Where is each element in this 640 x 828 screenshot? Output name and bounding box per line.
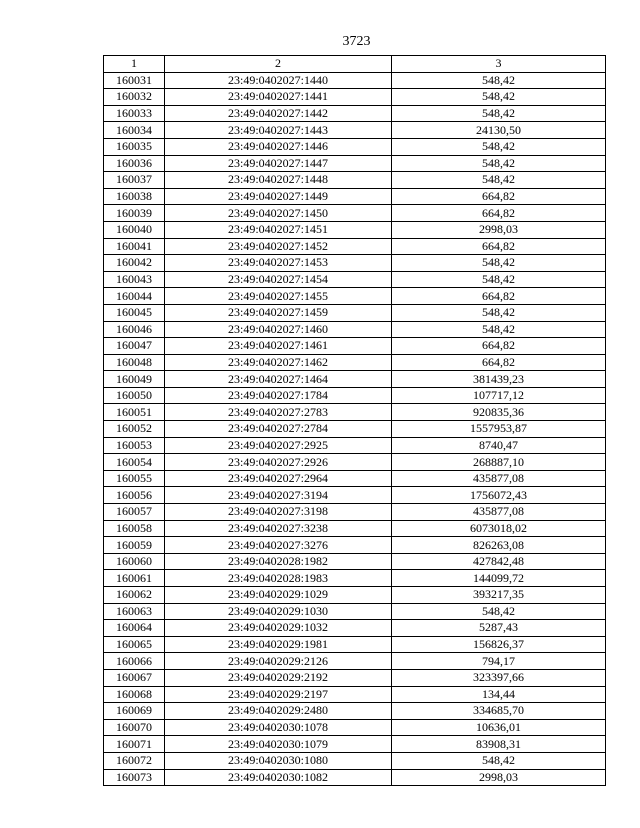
row-number-cell: 160045 (104, 304, 165, 321)
cadastral-number-cell: 23:49:0402029:1029 (165, 587, 392, 604)
cadastral-number-cell: 23:49:0402030:1080 (165, 752, 392, 769)
row-number-cell: 160050 (104, 387, 165, 404)
table-row (104, 89, 606, 106)
cadastral-number-cell: 23:49:0402029:1032 (165, 620, 392, 637)
table-row (104, 188, 606, 205)
value-cell: 1756072,43 (392, 487, 606, 504)
row-number-cell: 160037 (104, 172, 165, 189)
table-row (104, 255, 606, 272)
table-row (104, 72, 606, 89)
cadastral-number-cell: 23:49:0402029:2126 (165, 653, 392, 670)
table-row (104, 338, 606, 355)
value-cell: 2998,03 (392, 221, 606, 238)
cadastral-number-cell: 23:49:0402030:1078 (165, 719, 392, 736)
value-cell: 664,82 (392, 238, 606, 255)
row-number-cell: 160041 (104, 238, 165, 255)
value-cell: 548,42 (392, 271, 606, 288)
table-row (104, 354, 606, 371)
row-number-cell: 160070 (104, 719, 165, 736)
table-row (104, 487, 606, 504)
cadastral-number-cell: 23:49:0402027:1451 (165, 221, 392, 238)
row-number-cell: 160069 (104, 703, 165, 720)
row-number-cell: 160073 (104, 769, 165, 786)
row-number-cell: 160031 (104, 72, 165, 89)
value-cell: 435877,08 (392, 504, 606, 521)
row-number-cell: 160062 (104, 587, 165, 604)
table-row (104, 221, 606, 238)
row-number-cell: 160054 (104, 454, 165, 471)
row-number-cell: 160043 (104, 271, 165, 288)
table-row (104, 172, 606, 189)
table-row (104, 719, 606, 736)
table-row (104, 636, 606, 653)
table-row (104, 304, 606, 321)
cadastral-number-cell: 23:49:0402029:2480 (165, 703, 392, 720)
table-row (104, 387, 606, 404)
cadastral-number-cell: 23:49:0402027:1450 (165, 205, 392, 222)
value-cell: 664,82 (392, 188, 606, 205)
value-cell: 548,42 (392, 72, 606, 89)
value-cell: 334685,70 (392, 703, 606, 720)
row-number-cell: 160057 (104, 504, 165, 521)
row-number-cell: 160068 (104, 686, 165, 703)
table-row (104, 105, 606, 122)
table-header-row (104, 56, 606, 73)
row-number-cell: 160072 (104, 752, 165, 769)
value-cell: 664,82 (392, 205, 606, 222)
cadastral-number-cell: 23:49:0402027:1454 (165, 271, 392, 288)
value-cell: 920835,36 (392, 404, 606, 421)
cadastral-number-cell: 23:49:0402029:1030 (165, 603, 392, 620)
value-cell: 393217,35 (392, 587, 606, 604)
row-number-cell: 160058 (104, 520, 165, 537)
row-number-cell: 160059 (104, 537, 165, 554)
table-row (104, 537, 606, 554)
value-cell: 548,42 (392, 105, 606, 122)
cadastral-number-cell: 23:49:0402027:1455 (165, 288, 392, 305)
row-number-cell: 160051 (104, 404, 165, 421)
cadastral-number-cell: 23:49:0402027:1461 (165, 338, 392, 355)
table-row (104, 205, 606, 222)
value-cell: 548,42 (392, 603, 606, 620)
cadastral-number-cell: 23:49:0402027:3276 (165, 537, 392, 554)
table-row (104, 321, 606, 338)
value-cell: 435877,08 (392, 470, 606, 487)
row-number-cell: 160049 (104, 371, 165, 388)
cadastral-number-cell: 23:49:0402027:2925 (165, 437, 392, 454)
value-cell: 83908,31 (392, 736, 606, 753)
value-cell: 156826,37 (392, 636, 606, 653)
table-row (104, 736, 606, 753)
row-number-cell: 160036 (104, 155, 165, 172)
cadastral-number-cell: 23:49:0402027:1464 (165, 371, 392, 388)
value-cell: 826263,08 (392, 537, 606, 554)
row-number-cell: 160064 (104, 620, 165, 637)
value-cell: 794,17 (392, 653, 606, 670)
cadastral-number-cell: 23:49:0402027:3198 (165, 504, 392, 521)
value-cell: 548,42 (392, 752, 606, 769)
cadastral-number-cell: 23:49:0402027:1441 (165, 89, 392, 106)
table-row (104, 553, 606, 570)
value-cell: 6073018,02 (392, 520, 606, 537)
cadastral-number-cell: 23:49:0402027:3194 (165, 487, 392, 504)
value-cell: 664,82 (392, 354, 606, 371)
value-cell: 548,42 (392, 255, 606, 272)
cadastral-number-cell: 23:49:0402027:2784 (165, 421, 392, 438)
row-number-cell: 160052 (104, 421, 165, 438)
table-row (104, 752, 606, 769)
table-row (104, 421, 606, 438)
value-cell: 268887,10 (392, 454, 606, 471)
row-number-cell: 160061 (104, 570, 165, 587)
value-cell: 664,82 (392, 338, 606, 355)
cadastral-number-cell: 23:49:0402027:2783 (165, 404, 392, 421)
table-row (104, 238, 606, 255)
value-cell: 548,42 (392, 138, 606, 155)
table-row (104, 271, 606, 288)
row-number-cell: 160042 (104, 255, 165, 272)
cadastral-number-cell: 23:49:0402027:2964 (165, 470, 392, 487)
table-row (104, 603, 606, 620)
row-number-cell: 160040 (104, 221, 165, 238)
table-row (104, 686, 606, 703)
value-cell: 427842,48 (392, 553, 606, 570)
column-header-2: 2 (165, 56, 392, 73)
table-row (104, 371, 606, 388)
table-row (104, 122, 606, 139)
cadastral-number-cell: 23:49:0402027:1460 (165, 321, 392, 338)
table-row (104, 504, 606, 521)
value-cell: 1557953,87 (392, 421, 606, 438)
cadastral-number-cell: 23:49:0402029:2197 (165, 686, 392, 703)
row-number-cell: 160044 (104, 288, 165, 305)
value-cell: 548,42 (392, 321, 606, 338)
data-table (103, 55, 606, 786)
cadastral-number-cell: 23:49:0402027:2926 (165, 454, 392, 471)
row-number-cell: 160033 (104, 105, 165, 122)
cadastral-number-cell: 23:49:0402027:1784 (165, 387, 392, 404)
cadastral-number-cell: 23:49:0402027:3238 (165, 520, 392, 537)
table-row (104, 437, 606, 454)
cadastral-number-cell: 23:49:0402027:1462 (165, 354, 392, 371)
cadastral-number-cell: 23:49:0402030:1079 (165, 736, 392, 753)
cadastral-number-cell: 23:49:0402027:1448 (165, 172, 392, 189)
cadastral-number-cell: 23:49:0402028:1983 (165, 570, 392, 587)
cadastral-number-cell: 23:49:0402029:2192 (165, 669, 392, 686)
cadastral-number-cell: 23:49:0402029:1981 (165, 636, 392, 653)
value-cell: 10636,01 (392, 719, 606, 736)
table-row (104, 587, 606, 604)
row-number-cell: 160047 (104, 338, 165, 355)
row-number-cell: 160067 (104, 669, 165, 686)
cadastral-number-cell: 23:49:0402030:1082 (165, 769, 392, 786)
cadastral-number-cell: 23:49:0402027:1449 (165, 188, 392, 205)
cadastral-number-cell: 23:49:0402027:1440 (165, 72, 392, 89)
cadastral-number-cell: 23:49:0402027:1453 (165, 255, 392, 272)
value-cell: 548,42 (392, 172, 606, 189)
value-cell: 5287,43 (392, 620, 606, 637)
cadastral-number-cell: 23:49:0402027:1446 (165, 138, 392, 155)
value-cell: 548,42 (392, 155, 606, 172)
value-cell: 24130,50 (392, 122, 606, 139)
value-cell: 381439,23 (392, 371, 606, 388)
row-number-cell: 160048 (104, 354, 165, 371)
cadastral-number-cell: 23:49:0402027:1443 (165, 122, 392, 139)
cadastral-number-cell: 23:49:0402028:1982 (165, 553, 392, 570)
table-row (104, 653, 606, 670)
cadastral-number-cell: 23:49:0402027:1452 (165, 238, 392, 255)
table-row (104, 620, 606, 637)
value-cell: 134,44 (392, 686, 606, 703)
value-cell: 2998,03 (392, 769, 606, 786)
row-number-cell: 160071 (104, 736, 165, 753)
value-cell: 548,42 (392, 304, 606, 321)
row-number-cell: 160035 (104, 138, 165, 155)
table-row (104, 470, 606, 487)
column-header-3: 3 (392, 56, 606, 73)
value-cell: 8740,47 (392, 437, 606, 454)
table-row (104, 288, 606, 305)
value-cell: 548,42 (392, 89, 606, 106)
row-number-cell: 160060 (104, 553, 165, 570)
value-cell: 107717,12 (392, 387, 606, 404)
table-row (104, 520, 606, 537)
row-number-cell: 160056 (104, 487, 165, 504)
table-body (104, 72, 606, 786)
cadastral-number-cell: 23:49:0402027:1447 (165, 155, 392, 172)
page-number: 3723 (342, 34, 371, 49)
table-row (104, 570, 606, 587)
table-row (104, 155, 606, 172)
row-number-cell: 160039 (104, 205, 165, 222)
value-cell: 323397,66 (392, 669, 606, 686)
cadastral-number-cell: 23:49:0402027:1442 (165, 105, 392, 122)
table-row (104, 703, 606, 720)
column-header-1: 1 (104, 56, 165, 73)
row-number-cell: 160063 (104, 603, 165, 620)
cadastral-number-cell: 23:49:0402027:1459 (165, 304, 392, 321)
table-row (104, 769, 606, 786)
row-number-cell: 160046 (104, 321, 165, 338)
value-cell: 144099,72 (392, 570, 606, 587)
table-row (104, 138, 606, 155)
row-number-cell: 160032 (104, 89, 165, 106)
table-row (104, 454, 606, 471)
row-number-cell: 160065 (104, 636, 165, 653)
value-cell: 664,82 (392, 288, 606, 305)
table-row (104, 404, 606, 421)
row-number-cell: 160055 (104, 470, 165, 487)
row-number-cell: 160034 (104, 122, 165, 139)
row-number-cell: 160038 (104, 188, 165, 205)
row-number-cell: 160053 (104, 437, 165, 454)
row-number-cell: 160066 (104, 653, 165, 670)
table-row (104, 669, 606, 686)
